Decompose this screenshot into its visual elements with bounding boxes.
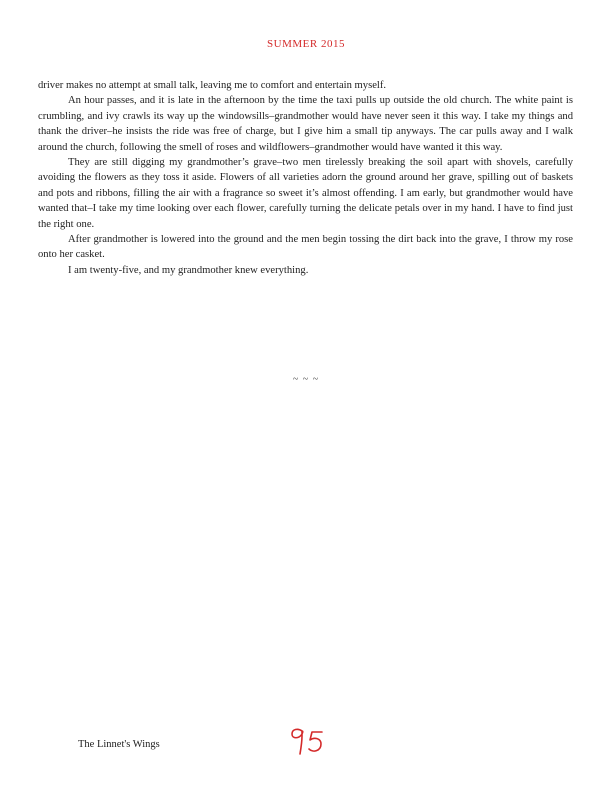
paragraph: After grandmother is lowered into the ground and the men begin tossing the dirt back into the grave, I throw my rose onto her casket.: [38, 234, 573, 261]
paragraph: I am twenty-five, and my grandmother knew everything.: [68, 264, 309, 276]
page-number: [288, 726, 328, 758]
handwritten-page-number-icon: [288, 726, 328, 758]
paragraph: An hour passes, and it is late in the afternoon by the time the taxi pulls up outside the old church. The white paint is crumbling, and ivy crawls its way up the windowsills–grandmother would have never seen it this way. I take my things and thank the driver–he insists the ride was free of charge, but I give him a small tip anyways. The car pulls away and I walk around the church, following the smell of roses and wildflowers–grandmother would have wanted it this way.: [38, 95, 573, 153]
publication-title: The Linnet's Wings: [78, 739, 160, 750]
paragraph: driver makes no attempt at small talk, leaving me to comfort and entertain myself.: [38, 80, 387, 91]
running-header: SUMMER 2015: [267, 38, 345, 50]
paragraph: They are still digging my grandmother’s grave–two men tirelessly breaking the soil apart with shovels, carefully avoiding the flowers as they toss it aside. Flowers of all varieties adorn the ground around her grave, spilling out of baskets and pots and ribbons, filling the air with a fragrance so sweet it’s almost offending. I am early, but grandmother would have wanted that–I take my time looking over each flower, carefully turning the delicate petals over in my hand. I have to find just the right one.: [38, 157, 573, 230]
story-body: [38, 78, 573, 278]
section-separator: ~ ~ ~: [292, 374, 320, 385]
